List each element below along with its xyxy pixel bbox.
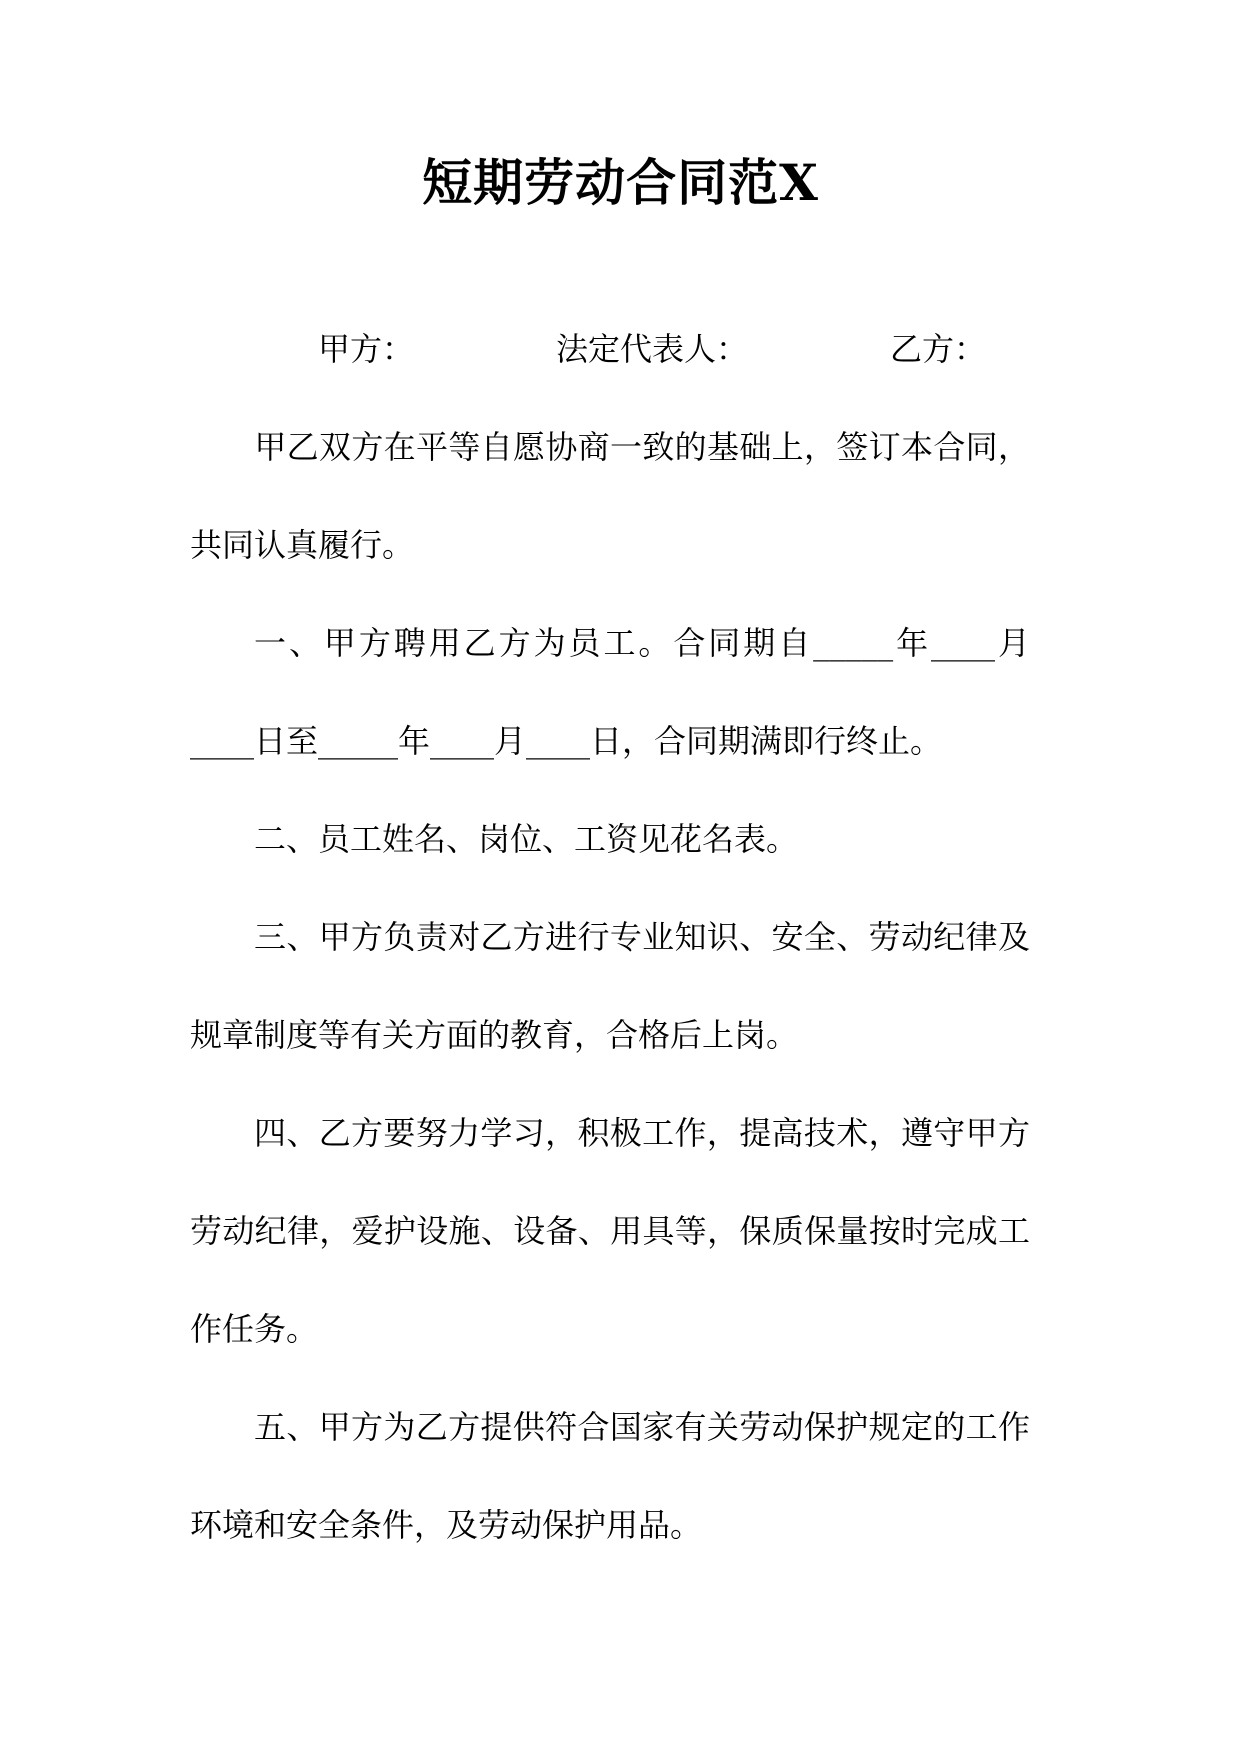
clause-1: 一、甲方聘用乙方为员工。合同期自_____年____月____日至_____年____月____日，合同期满即行终止。 bbox=[190, 624, 1030, 760]
clause-5: 五、甲方为乙方提供符合国家有关劳动保护规定的工作环境和安全条件，及劳动保护用品。 bbox=[190, 1408, 1030, 1544]
document-body bbox=[190, 300, 1030, 1574]
clause-3: 三、甲方负责对乙方进行专业知识、安全、劳动纪律及规章制度等有关方面的教育，合格后上岗。 bbox=[190, 918, 1030, 1054]
party-b-label: 乙方： bbox=[890, 330, 987, 368]
clause-2: 二、员工姓名、岗位、工资见花名表。 bbox=[254, 820, 799, 858]
clause-4: 四、乙方要努力学习，积极工作，提高技术，遵守甲方劳动纪律，爱护设施、设备、用具等，保质保量按时完成工作任务。 bbox=[190, 1114, 1030, 1348]
party-a-label: 甲方： bbox=[318, 330, 415, 368]
legal-rep-label: 法定代表人： bbox=[556, 330, 749, 368]
preamble-text: 甲乙双方在平等自愿协商一致的基础上，签订本合同，共同认真履行。 bbox=[190, 428, 1030, 564]
header-paragraph bbox=[190, 300, 1030, 594]
document-title: 短期劳动合同范X bbox=[422, 153, 819, 212]
